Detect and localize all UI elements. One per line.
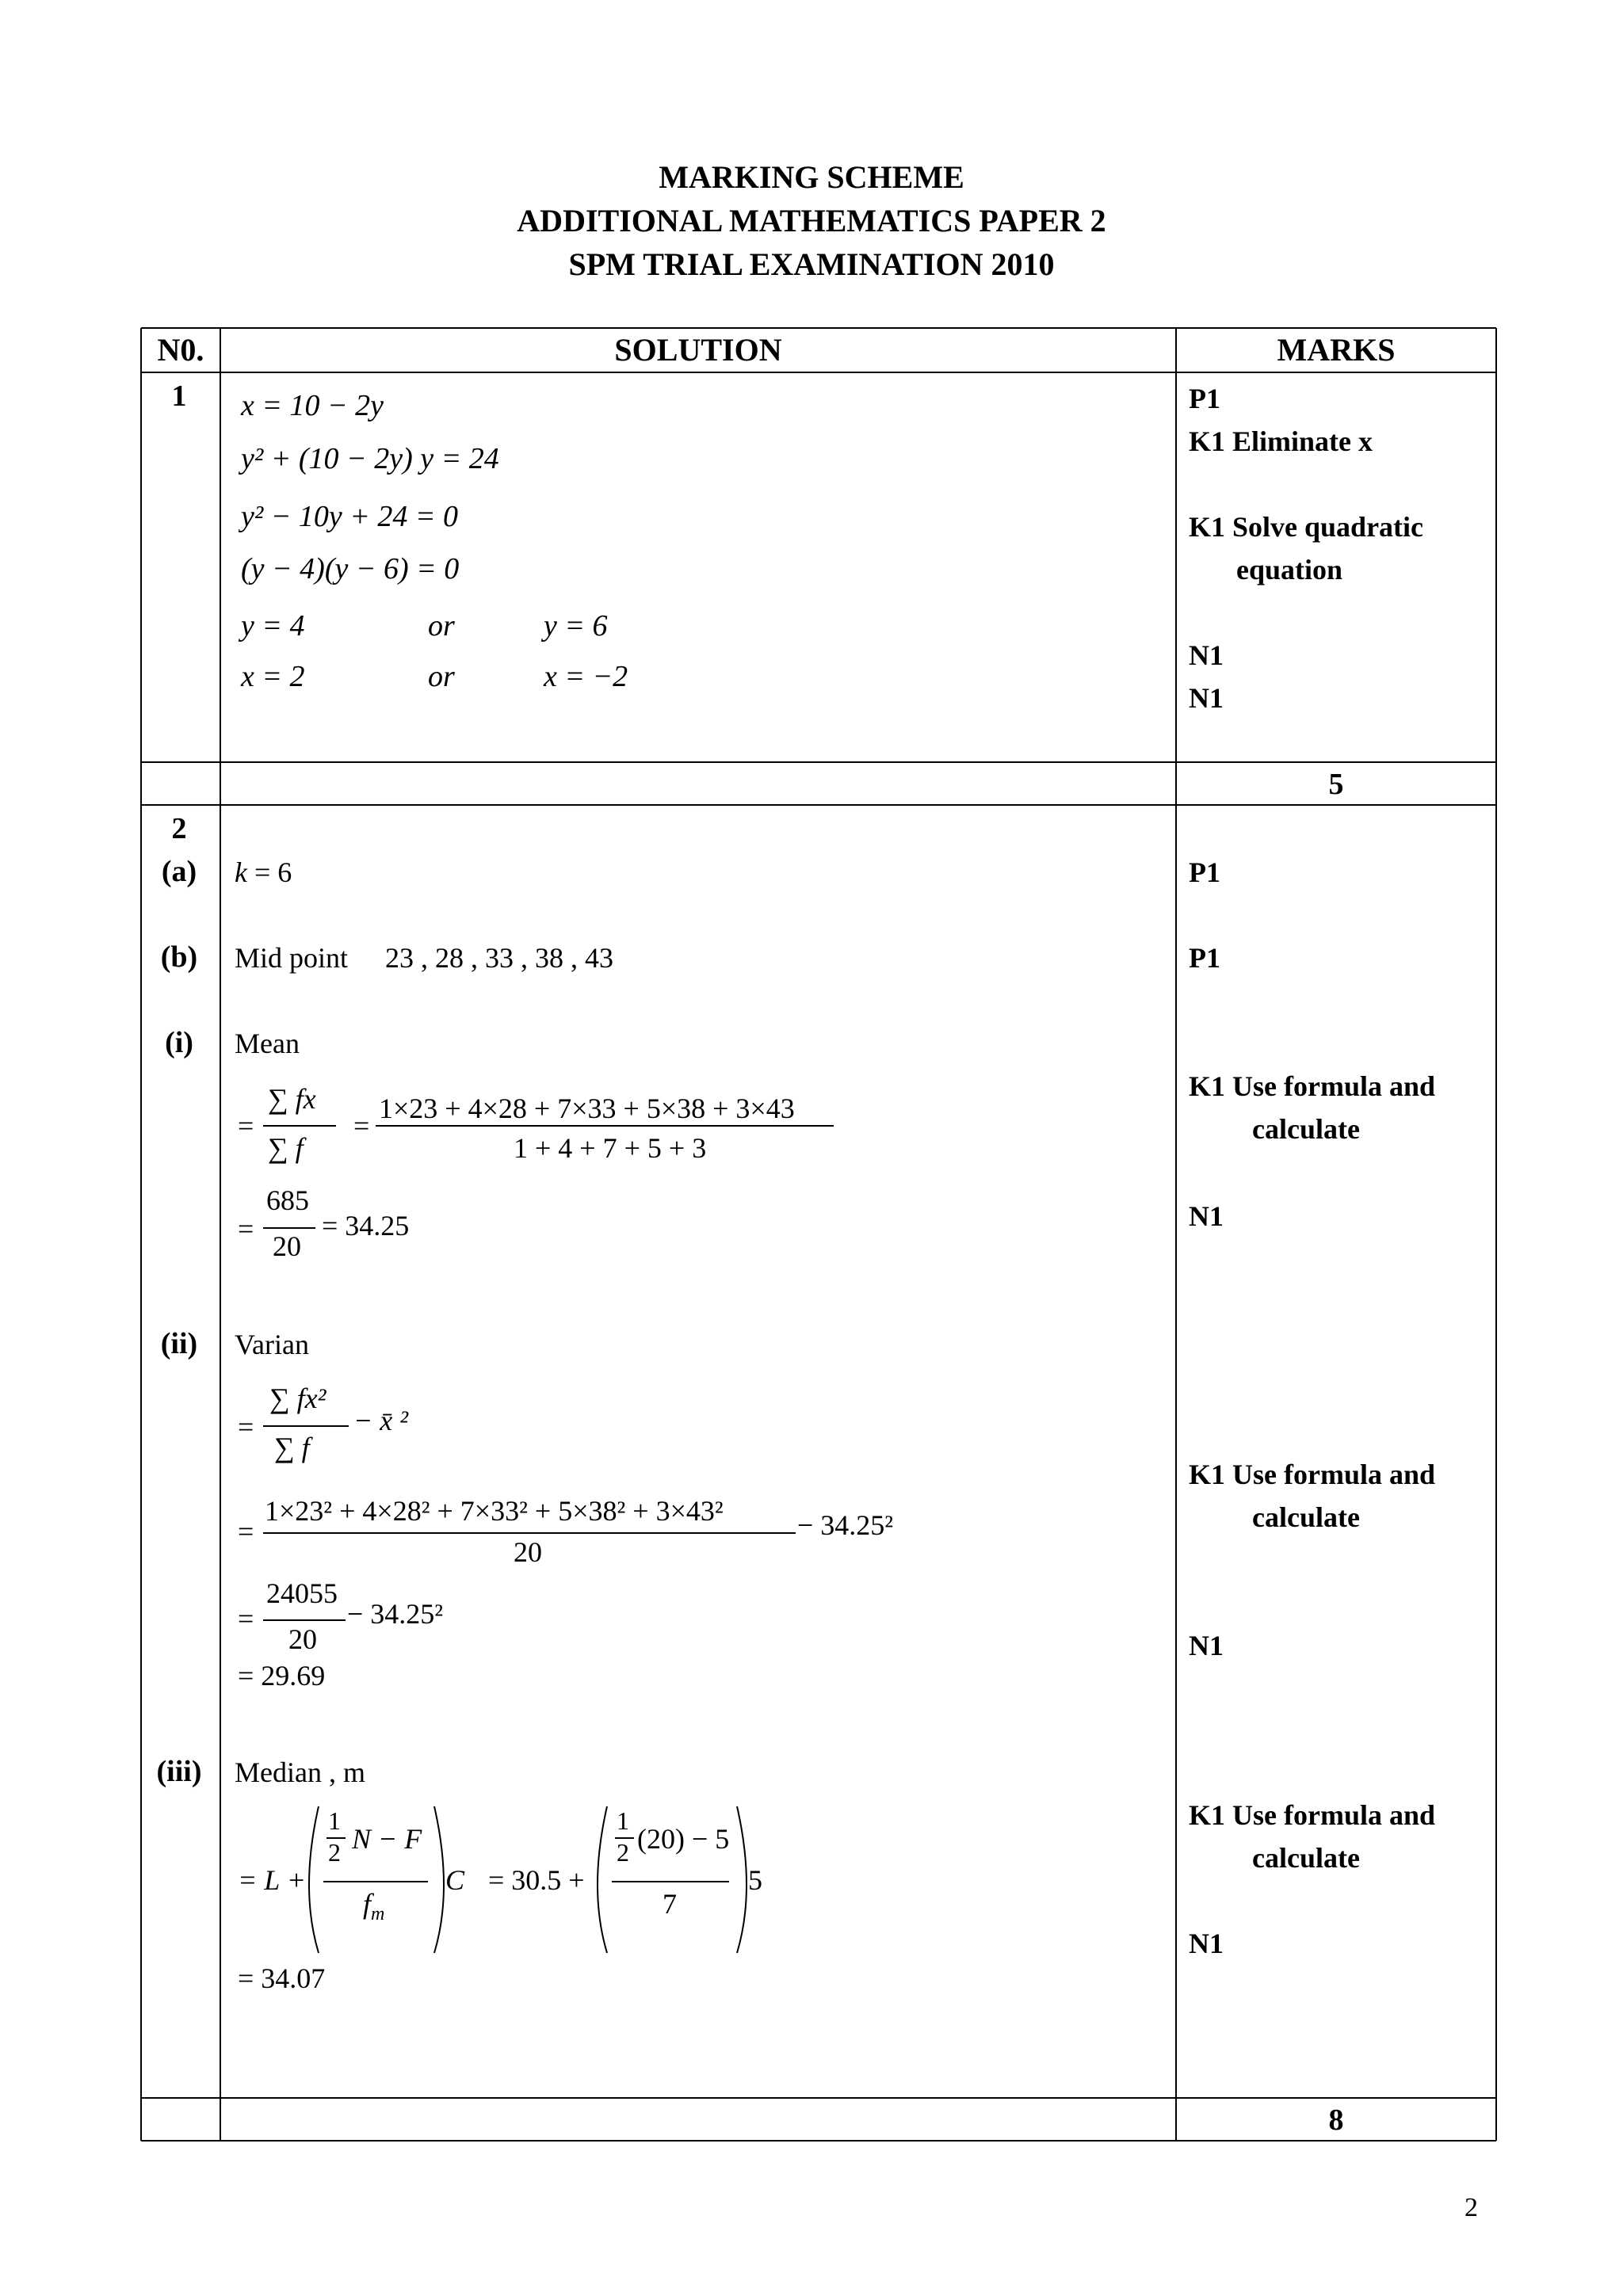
q1-step-2: y² + (10 − 2y) y = 24 <box>241 442 499 475</box>
q2ii-mark-n1: N1 <box>1189 1630 1224 1661</box>
q2ii-mark-k1-cont: calculate <box>1252 1501 1360 1533</box>
q2ii-equals-2: = <box>238 1516 254 1547</box>
q2iii-times-5: 5 <box>748 1864 762 1896</box>
q2i-mark-k1: K1 Use formula and <box>1189 1070 1436 1102</box>
q2i-result-value: = 34.25 <box>322 1210 410 1241</box>
q2ii-minus-xbar: − x̄ ² <box>353 1405 409 1436</box>
q2ii-minus-mean-sq: − 34.25² <box>797 1509 894 1541</box>
q2iii-half-den: 2 <box>328 1838 341 1867</box>
q2ii-title: Varian <box>235 1329 309 1360</box>
q2-label-b: (b) <box>160 940 198 974</box>
q2i-result-equals: = <box>238 1213 254 1245</box>
q2a-mark: P1 <box>1189 856 1220 888</box>
q1-mark-p1: P1 <box>1189 383 1220 414</box>
q1-mark-k1-eliminate: K1 Eliminate x <box>1189 425 1373 457</box>
q2i-sum-f: ∑ f <box>268 1132 304 1164</box>
q1-step-1: x = 10 − 2y <box>241 389 384 422</box>
q2ii-sum-fx2: ∑ fx² <box>269 1383 327 1414</box>
q2-label-i: (i) <box>165 1026 193 1059</box>
q2i-title: Mean <box>235 1028 300 1059</box>
q1-mark-k1-solve: K1 Solve quadratic <box>1189 511 1424 543</box>
q1-step-5-or: or <box>428 609 455 643</box>
q1-step-6-or: or <box>428 660 455 693</box>
q1-mark-n1-a: N1 <box>1189 639 1224 671</box>
q2iii-half-num: 1 <box>328 1806 341 1835</box>
col-header-no: N0. <box>157 332 204 368</box>
q2ii-equals: = <box>238 1411 254 1443</box>
q2ii-denominator: 20 <box>514 1536 542 1568</box>
q1-mark-k1-solve-cont: equation <box>1236 554 1343 585</box>
q2iii-half2-num: 1 <box>617 1806 629 1835</box>
q2iii-denominator-7: 7 <box>663 1888 677 1920</box>
q1-total-marks: 5 <box>1328 768 1344 801</box>
header-line-3: SPM TRIAL EXAMINATION 2010 <box>568 246 1055 282</box>
q2iii-mark-k1-cont: calculate <box>1252 1842 1360 1874</box>
q2i-equals-2: = <box>353 1110 370 1142</box>
q2i-result-denominator: 20 <box>273 1230 301 1262</box>
q2i-mark-n1: N1 <box>1189 1200 1224 1232</box>
q1-step-6a: x = 2 <box>241 660 305 693</box>
q2b-midpoint-values: 23 , 28 , 33 , 38 , 43 <box>385 942 613 974</box>
q2ii-minus-mean-sq-2: − 34.25² <box>347 1598 444 1630</box>
question-1-number: 1 <box>171 379 187 413</box>
q2iii-eq-l-plus: = L + <box>238 1864 306 1896</box>
q2iii-half2-den: 2 <box>617 1838 629 1867</box>
q2iii-c: C <box>445 1864 465 1896</box>
q2iii-fm: $f_m$ <box>363 1888 385 1925</box>
q2iii-mark-k1: K1 Use formula and <box>1189 1799 1436 1831</box>
q2i-equals: = <box>238 1110 254 1142</box>
q2ii-equals-3: = <box>238 1603 254 1634</box>
q2ii-result: = 29.69 <box>238 1660 326 1691</box>
q2iii-mark-n1: N1 <box>1189 1928 1224 1959</box>
page-number: 2 <box>1465 2193 1478 2222</box>
q2iii-result: = 34.07 <box>238 1962 326 1994</box>
q2ii-sum-f: ∑ f <box>274 1432 310 1463</box>
q2-label-ii: (ii) <box>160 1327 198 1360</box>
q2iii-title: Median , m <box>235 1756 365 1788</box>
q2-label-iii: (iii) <box>156 1755 202 1788</box>
q2ii-numerator-3: 24055 <box>266 1577 338 1609</box>
q2b-midpoint-label: Mid point <box>235 942 349 974</box>
col-header-solution: SOLUTION <box>614 332 782 368</box>
q1-step-4: (y − 4)(y − 6) = 0 <box>241 552 460 585</box>
q2-total-marks: 8 <box>1328 2103 1344 2137</box>
q2i-sum-fx: ∑ fx <box>268 1083 316 1115</box>
q2ii-denominator-3: 20 <box>288 1623 317 1655</box>
q2b-mark: P1 <box>1189 942 1220 974</box>
q2i-mark-k1-cont: calculate <box>1252 1113 1360 1145</box>
q2ii-mark-k1: K1 Use formula and <box>1189 1459 1436 1490</box>
q2iii-20-minus-5: (20) − 5 <box>637 1823 730 1855</box>
q1-step-6b: x = −2 <box>544 660 628 693</box>
q2i-result-numerator: 685 <box>266 1184 309 1216</box>
q2ii-numerator: 1×23² + 4×28² + 7×33² + 5×38² + 3×43² <box>265 1495 724 1527</box>
q1-step-3: y² − 10y + 24 = 0 <box>241 500 459 533</box>
q2-label-a: (a) <box>161 855 197 888</box>
q2iii-eq-30-5: = 30.5 + <box>488 1864 585 1896</box>
question-2-number: 2 <box>171 812 187 845</box>
q2iii-n-minus-f: N − F <box>352 1823 422 1855</box>
header-line-2: ADDITIONAL MATHEMATICS PAPER 2 <box>517 203 1106 238</box>
q1-step-5b: y = 6 <box>544 609 608 643</box>
q2a-answer: k = 6 <box>235 856 292 888</box>
q2i-numerator: 1×23 + 4×28 + 7×33 + 5×38 + 3×43 <box>379 1093 795 1124</box>
header-line-1: MARKING SCHEME <box>659 159 964 195</box>
col-header-marks: MARKS <box>1277 332 1396 368</box>
q1-step-5a: y = 4 <box>241 609 305 643</box>
q1-mark-n1-b: N1 <box>1189 682 1224 714</box>
q2i-denominator: 1 + 4 + 7 + 5 + 3 <box>514 1132 707 1164</box>
